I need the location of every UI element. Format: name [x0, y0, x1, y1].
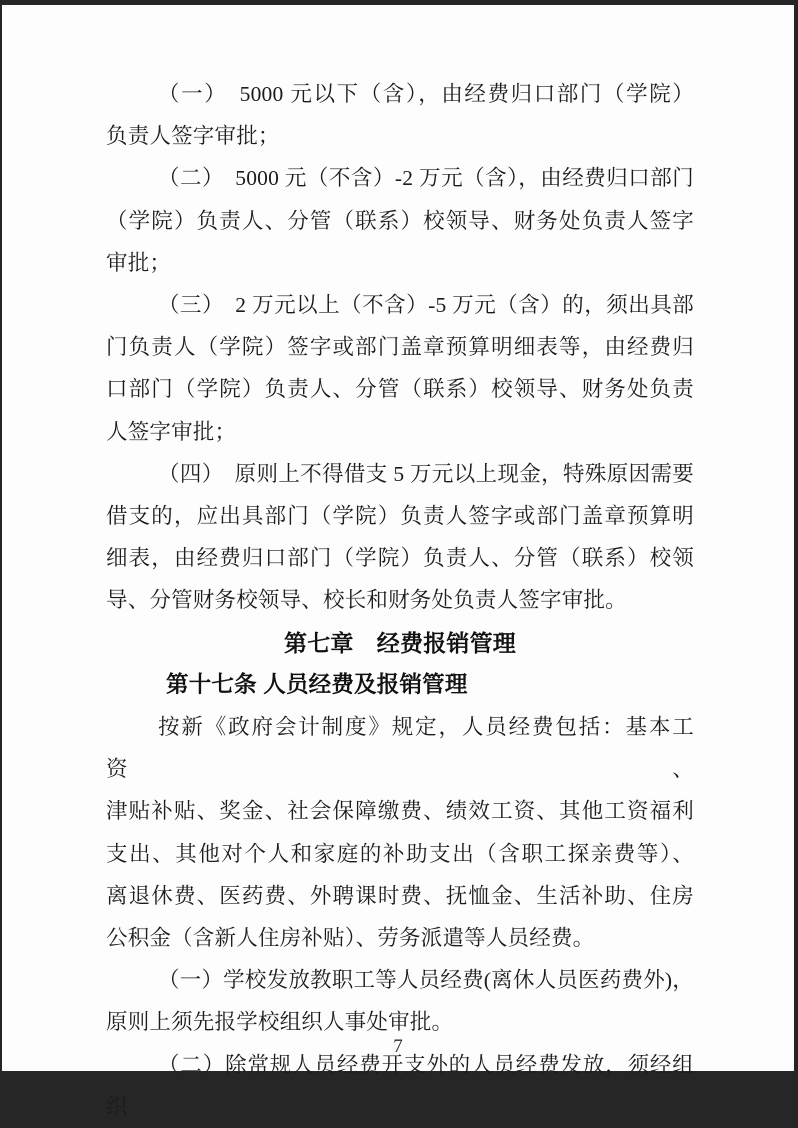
text-line: 导、分管财务校领导、校长和财务处负责人签字审批。 — [106, 588, 627, 613]
text-line: 借支的，应出具部门（学院）负责人签字或部门盖章预算明 — [106, 504, 694, 529]
text-line: 津贴补贴、奖金、社会保障缴费、绩效工资、其他工资福利 — [106, 799, 694, 824]
text-line: （四） 原则上不得借支 5 万元以上现金，特殊原因需要 — [158, 461, 694, 486]
text-line: 支出、其他对个人和家庭的补助支出（含职工探亲费等）、 — [106, 841, 694, 866]
text-line: （三） 2 万元以上（不含）-5 万元（含）的，须出具部 — [158, 293, 694, 318]
text-line: 门负责人（学院）签字或部门盖章预算明细表等，由经费归 — [106, 335, 694, 360]
text-line: 负责人签字审批； — [106, 124, 280, 149]
text-line: （一） 5000 元以下（含），由经费归口部门（学院） — [158, 82, 694, 106]
text-line: 第十七条 人员经费及报销管理 — [166, 671, 468, 697]
paragraph — [106, 284, 694, 453]
chapter-heading — [106, 622, 694, 664]
text-line: 细表，由经费归口部门（学院）负责人、分管（联系）校领 — [106, 546, 694, 571]
text-line: 审批； — [106, 250, 172, 275]
page-number: 7 — [393, 1036, 403, 1057]
text-line: （一）学校发放教职工等人员经费(离休人员医药费外)， — [158, 968, 694, 993]
document-content — [106, 73, 694, 1128]
document-page — [2, 5, 794, 1119]
text-line: 口部门（学院）负责人、分管（联系）校领导、财务处负责 — [106, 377, 694, 402]
text-line: 公积金（含新人住房补贴）、劳务派遣等人员经费。 — [106, 926, 595, 951]
paragraph — [106, 453, 694, 622]
text-line: 原则上须先报学校组织人事处审批。 — [106, 1010, 454, 1035]
paragraph — [106, 959, 694, 1043]
text-line: （二）除常规人员经费开支外的人员经费发放，须经组织 — [106, 1052, 694, 1119]
text-line: 第七章 经费报销管理 — [284, 629, 516, 656]
paragraph — [106, 73, 694, 157]
section-heading — [106, 664, 694, 706]
text-line: 离退休费、医药费、外聘课时费、抚恤金、生活补助、住房 — [106, 883, 694, 908]
text-line: 人签字审批； — [106, 419, 237, 444]
text-line: （学院）负责人、分管（联系）校领导、财务处负责人签字 — [106, 208, 694, 233]
text-line: 按新《政府会计制度》规定，人员经费包括：基本工资、 — [106, 715, 694, 782]
text-line: （二） 5000 元（不含）-2 万元（含），由经费归口部门 — [158, 166, 694, 191]
paragraph — [106, 706, 694, 959]
paragraph — [106, 157, 694, 284]
